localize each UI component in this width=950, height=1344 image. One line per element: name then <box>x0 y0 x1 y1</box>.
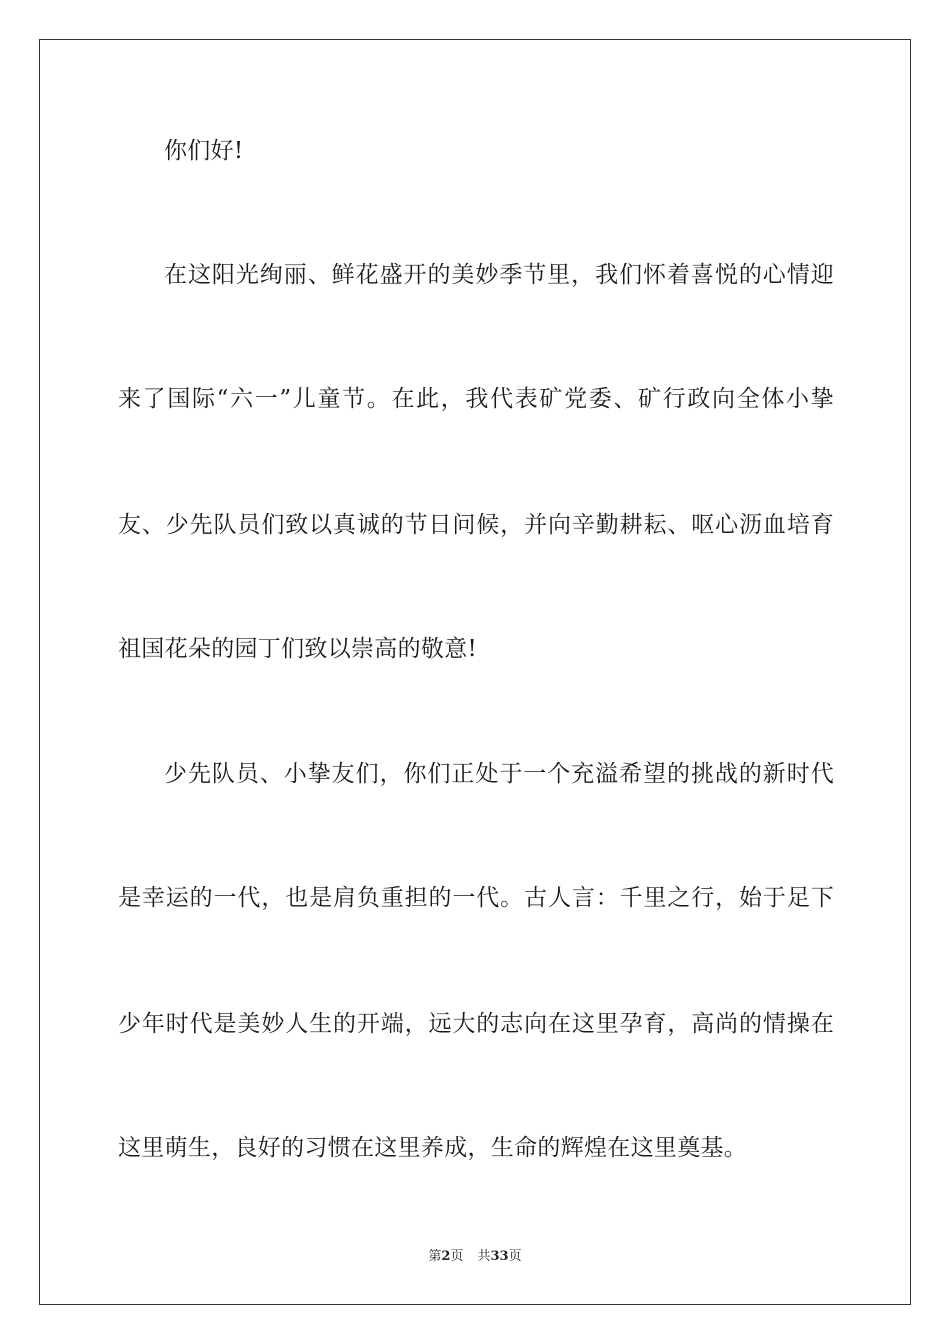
paragraph-1-line-1: 在这阳光绚丽、鲜花盛开的美妙季节里，我们怀着喜悦的心情迎 <box>164 262 834 288</box>
paragraph-1-line-4: 祖国花朵的园丁们致以崇高的敬意! <box>118 636 478 662</box>
paragraph-2-line-3: 少年时代是美妙人生的开端，远大的志向在这里孕育，高尚的情操在 <box>118 1011 834 1037</box>
page-number: 2 <box>441 1249 451 1264</box>
page-prefix: 第 <box>428 1249 442 1264</box>
page-frame <box>39 39 911 1305</box>
paragraph-1-line-3: 友、少先队员们致以真诚的节日问候，并向辛勤耕耘、呕心沥血培育 <box>118 512 834 538</box>
total-pages: 33 <box>490 1249 509 1264</box>
page-footer <box>0 1248 950 1266</box>
total-prefix: 共 <box>477 1249 491 1264</box>
paragraph-2-line-1: 少先队员、小挚友们，你们正处于一个充溢希望的挑战的新时代 <box>164 761 834 787</box>
greeting-line: 你们好! <box>164 138 244 164</box>
paragraph-2-line-2: 是幸运的一代，也是肩负重担的一代。古人言：千里之行，始于足下 <box>118 885 834 911</box>
page-suffix: 页 <box>450 1249 464 1264</box>
paragraph-1-line-2: 来了国际“六一”儿童节。在此，我代表矿党委、矿行政向全体小挚 <box>118 386 834 412</box>
paragraph-2-line-4: 这里萌生，良好的习惯在这里养成，生命的辉煌在这里奠基。 <box>118 1135 748 1161</box>
total-suffix: 页 <box>508 1249 522 1264</box>
